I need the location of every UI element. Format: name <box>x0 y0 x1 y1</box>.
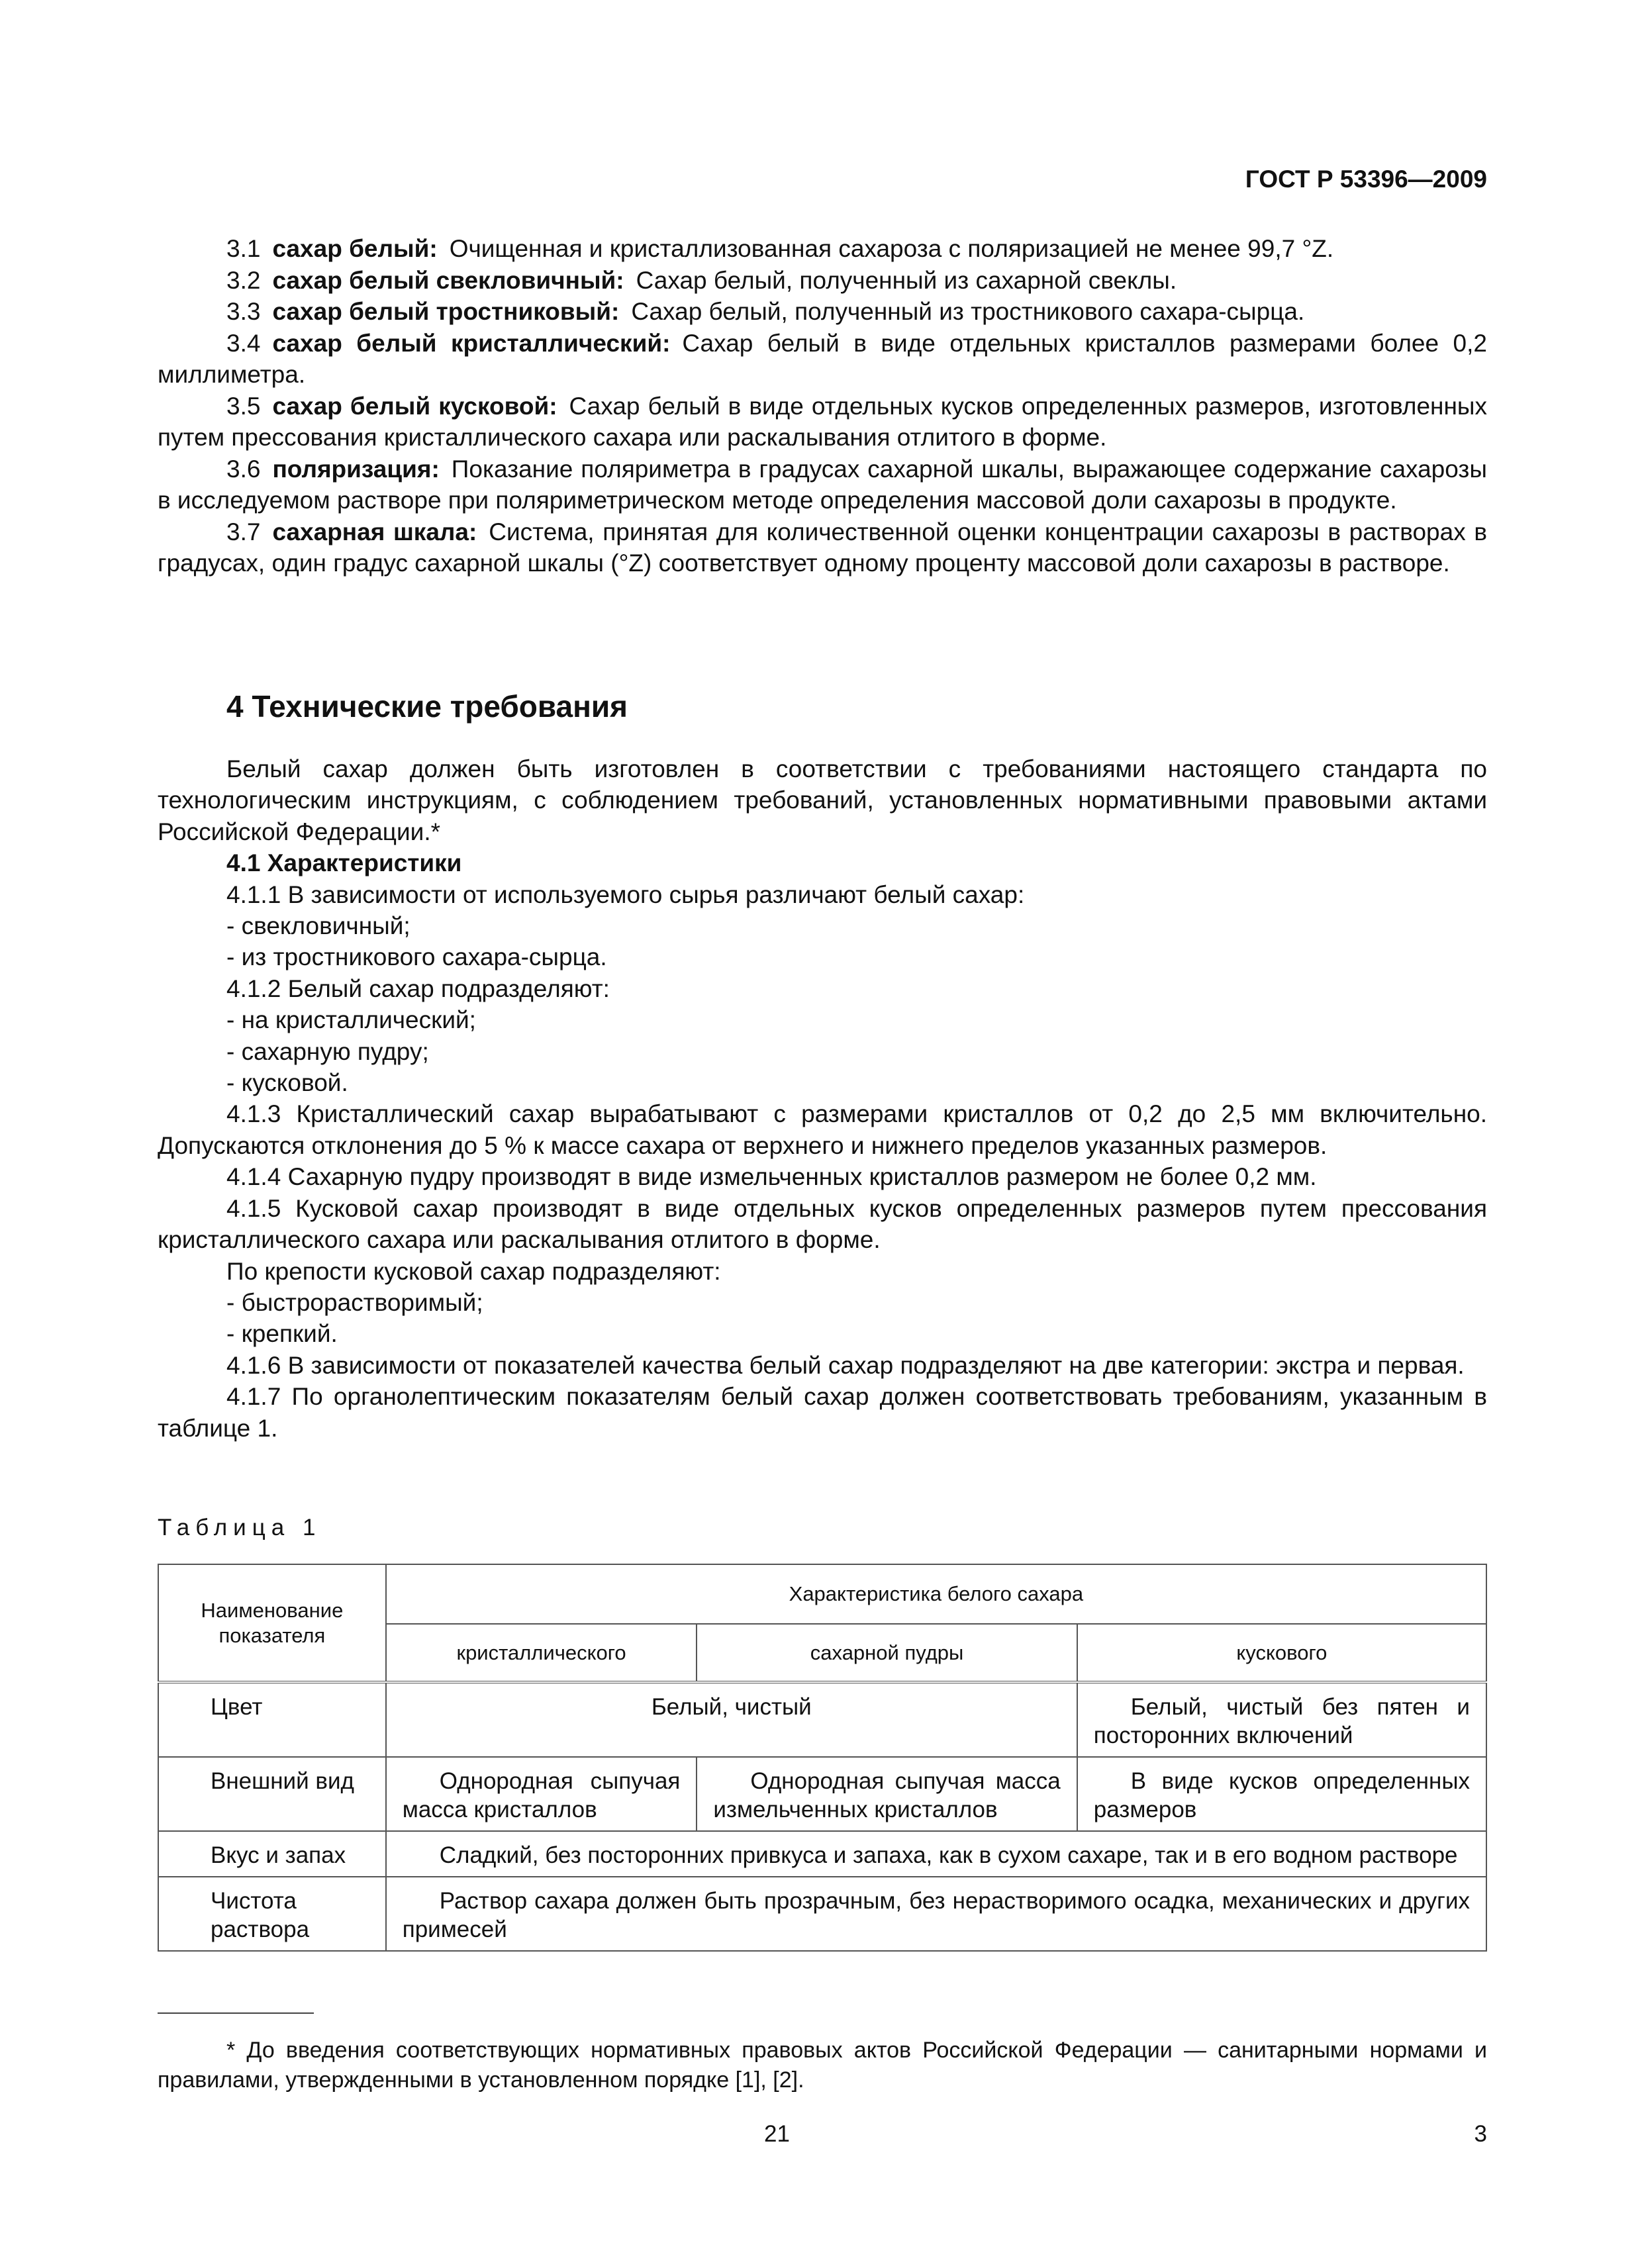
term-number: 3.6 <box>226 455 261 483</box>
row-value: Однородная сыпучая масса кристаллов <box>386 1757 697 1831</box>
document-page <box>158 0 1487 2268</box>
term-definition: Очищенная и кристаллизованная сахароза с поляризацией не менее 99,7 °Z. <box>449 235 1334 262</box>
row-label: Внешний вид <box>158 1757 386 1831</box>
row-value: Белый, чистый <box>386 1682 1077 1757</box>
header-col-crystal: кристаллического <box>386 1624 697 1682</box>
term-name: поляризация: <box>272 455 440 483</box>
table-row <box>158 1757 1486 1831</box>
header-indicator-name: Наименование показателя <box>158 1564 386 1682</box>
table-row <box>158 1682 1486 1757</box>
section-body <box>158 753 1487 1444</box>
term-3-6 <box>158 453 1487 516</box>
list-item: - из тростникового сахара-сырца. <box>226 943 607 971</box>
header-col-lump: кускового <box>1077 1624 1486 1682</box>
row-value: Раствор сахара должен быть прозрачным, без нерастворимого осадка, механических и других примесей <box>386 1877 1486 1951</box>
term-name: сахар белый свекловичный: <box>272 266 624 294</box>
term-3-2 <box>158 265 1487 297</box>
footnote: * До введения соответствующих нормативных правовых актов Российской Федерации — санитарными нормами и правилами, утвержденными в установленном порядке [1], [2]. <box>158 2038 1487 2093</box>
paragraph-4-1-5: 4.1.5 Кусковой сахар производят в виде отдельных кусков определенных размеров путем прессования кристаллического сахара или раскалывания отлитого в форме. <box>158 1194 1487 1254</box>
subsection-heading: 4.1 Характеристики <box>226 849 462 877</box>
intro-paragraph: Белый сахар должен быть изготовлен в соответствии с требованиями настоящего стандарта по технологическим инструкциям, с соблюдением требований, установленных нормативными правовыми актами Российской Федерации.* <box>158 755 1487 845</box>
term-number: 3.4 <box>226 329 261 357</box>
term-definition: Сахар белый в виде отдельных кусков определенных размеров, изготовленных путем прессования кристаллического сахара или раскалывания отлитого в форме. <box>158 392 1488 451</box>
list-item: - кусковой. <box>226 1069 348 1097</box>
term-definition: Сахар белый в виде отдельных кристаллов размерами более 0,2 миллиметра. <box>158 329 1487 388</box>
list-item: - быстрорастворимый; <box>226 1288 483 1316</box>
term-definition: Система, принятая для количественной оценки концентрации сахарозы в растворах в градусах, один градус сахарной шкалы (°Z) соответствует одному проценту массовой доли сахарозы в растворе. <box>158 518 1487 577</box>
term-name: сахар белый кусковой: <box>272 392 557 420</box>
document-header: ГОСТ Р 53396—2009 <box>1245 165 1487 193</box>
table-caption: Таблица 1 <box>158 1515 322 1540</box>
page-number-center: 21 <box>764 2121 790 2147</box>
term-definition: Сахар белый, полученный из сахарной свеклы. <box>636 266 1177 294</box>
paragraph-4-1-1: 4.1.1 В зависимости от используемого сырья различают белый сахар: <box>226 880 1025 908</box>
paragraph-4-1-2: 4.1.2 Белый сахар подразделяют: <box>226 974 610 1002</box>
paragraph-strength: По крепости кусковой сахар подразделяют: <box>226 1257 721 1285</box>
term-3-5 <box>158 391 1487 453</box>
list-item: - сахарную пудру; <box>226 1037 429 1065</box>
term-name: сахар белый кристаллический: <box>272 329 671 357</box>
term-definition: Сахар белый, полученный из тростникового сахара-сырца. <box>631 298 1305 325</box>
section-heading: 4 Технические требования <box>226 689 628 724</box>
row-value: Однородная сыпучая масса измельченных кристаллов <box>697 1757 1077 1831</box>
table-row <box>158 1831 1486 1877</box>
paragraph-4-1-6: 4.1.6 В зависимости от показателей качества белый сахар подразделяют на две категории: экстра и первая. <box>226 1351 1465 1379</box>
term-3-7 <box>158 516 1487 579</box>
characteristics-table <box>158 1564 1487 1952</box>
row-label: Вкус и запах <box>158 1831 386 1877</box>
row-label: Чистота раствора <box>158 1877 386 1951</box>
list-item: - на кристаллический; <box>226 1006 476 1034</box>
term-number: 3.7 <box>226 518 261 545</box>
footnote-divider <box>158 2012 314 2014</box>
term-definition: Показание поляриметра в градусах сахарной шкалы, выражающее содержание сахарозы в исследуемом растворе при поляриметрическом методе определения массовой доли сахарозы в продукте. <box>158 455 1487 514</box>
table-row <box>158 1877 1486 1951</box>
table-header-row <box>158 1564 1486 1624</box>
paragraph-4-1-3: 4.1.3 Кристаллический сахар вырабатывают с размерами кристаллов от 0,2 до 2,5 мм включительно. Допускаются отклонения до 5 % к массе сахара от верхнего и нижнего пределов указанных размеров. <box>158 1100 1487 1159</box>
term-name: сахар белый тростниковый: <box>272 298 620 325</box>
terms-section <box>158 233 1487 579</box>
row-value: Сладкий, без посторонних привкуса и запаха, как в сухом сахаре, так и в его водном растворе <box>386 1831 1486 1877</box>
row-label: Цвет <box>158 1682 386 1757</box>
term-number: 3.2 <box>226 266 261 294</box>
list-item: - крепкий. <box>226 1320 338 1348</box>
paragraph-4-1-7: 4.1.7 По органолептическим показателям белый сахар должен соответствовать требованиям, указанным в таблице 1. <box>158 1383 1487 1442</box>
list-item: - свекловичный; <box>226 912 410 940</box>
term-number: 3.3 <box>226 298 261 325</box>
header-group: Характеристика белого сахара <box>386 1564 1486 1624</box>
term-number: 3.5 <box>226 392 261 420</box>
term-name: сахарная шкала: <box>272 518 477 545</box>
paragraph-4-1-4: 4.1.4 Сахарную пудру производят в виде измельченных кристаллов размером не более 0,2 мм. <box>226 1163 1317 1191</box>
row-value: В виде кусков определенных размеров <box>1077 1757 1486 1831</box>
term-number: 3.1 <box>226 235 261 262</box>
term-3-4 <box>158 328 1487 391</box>
term-name: сахар белый: <box>272 235 438 262</box>
row-value: Белый, чистый без пятен и посторонних включений <box>1077 1682 1486 1757</box>
header-col-powder: сахарной пудры <box>697 1624 1077 1682</box>
term-3-1 <box>158 233 1487 265</box>
page-number-right: 3 <box>1474 2121 1487 2147</box>
term-3-3 <box>158 296 1487 328</box>
